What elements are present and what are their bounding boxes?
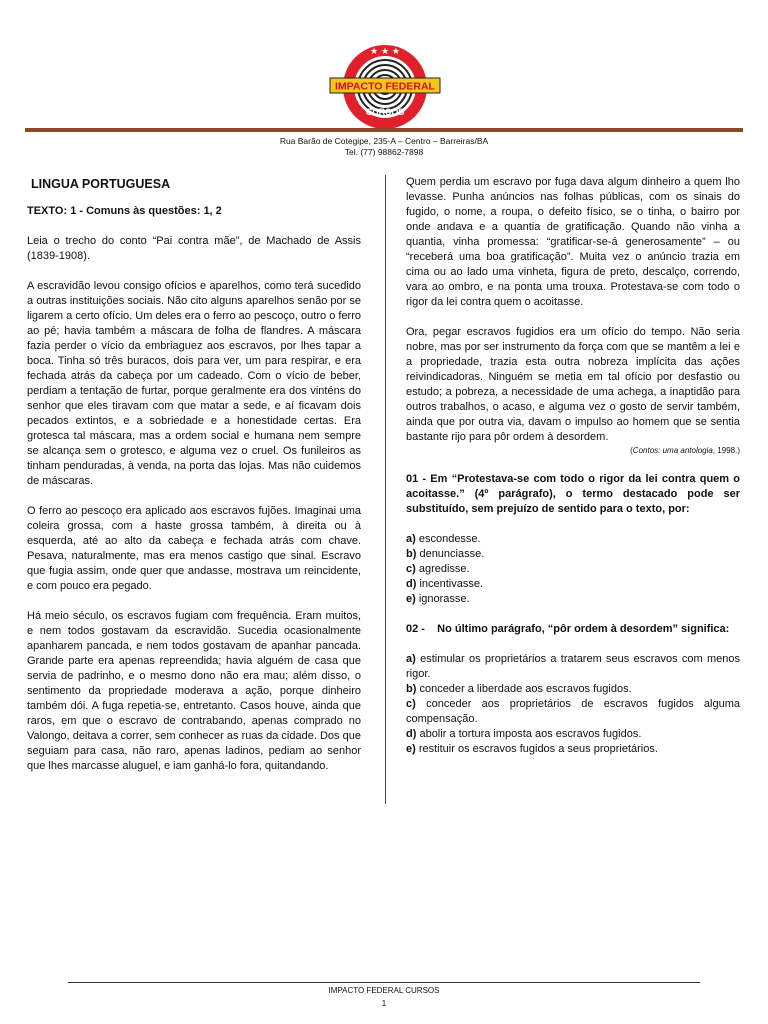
story-paragraph-1: A escravidão levou consigo ofícios e aparelhos, como terá sucedido a outras instituições sociais. Não cito alguns aparelhos senão por se ligarem a certo ofício. Um deles era o ferro ao pescoço, outro o ferro ao pé; havia também a máscara de folha de flandres. A máscara fazia perder o vício da embriaguez aos escravos, por lhes tapar a boca. Tinha só três buracos, dois para ver, um para respirar, e era fechada atrás da cabeça por um cadeado. Com o vício de beber, perdiam a tentação de furtar, porque geralmente era dos vinténs do senhor que eles tiravam com que matar a sede, e aí ficavam dois pecados extintos, e a sobriedade e a honestidade certas. Era grotesca tal máscara, mas a ordem social e humana nem sempre se alcança sem o grotesco, e alguma vez o cruel. Os funileiros as tinham penduradas, à venda, na porta das lojas. Mas não cuidemos de máscaras. <box>27 280 361 487</box>
question-2-option-b: b) conceder a liberdade aos escravos fugidos. <box>406 683 632 695</box>
footer-text: IMPACTO FEDERAL CURSOS <box>328 986 440 995</box>
question-1-option-b: b) denunciasse. <box>406 548 485 560</box>
impacto-federal-logo <box>328 42 442 132</box>
question-2-option-c: c) conceder aos proprietários de escravos fugidos alguma compensação. <box>406 698 740 725</box>
left-column <box>27 175 361 774</box>
subject-heading: LINGUA PORTUGUESA <box>31 177 171 191</box>
question-2-stem: 02 - No último parágrafo, “pôr ordem à desordem” significa: <box>406 623 730 635</box>
story-paragraph-3: Há meio século, os escravos fugiam com frequência. Eram muitos, e nem todos gostavam da escravidão. Sucedia ocasionalmente apanharem pancada, e nem todos gostavam de apanhar pancada. Grande parte era apenas repreendida; havia alguém de casa que servia de padrinho, e o mesmo dono não era mau; além disso, o sentimento da propriedade moderava a ação, porque dinheiro também dói. A fuga repetia-se, entretanto. Casos houve, ainda que raros, em que o escravo de contrabando, apenas comprado no Valongo, deitava a correr, sem conhecer as ruas da cidade. Dos que seguiam para casa, não raro, apenas ladinos, pediam ao senhor que lhes marcasse aluguel, e iam ganhá-lo fora, quitandando. <box>27 610 361 772</box>
address-line: Rua Barão de Cotegipe, 235-A – Centro – Barreiras/BA <box>279 136 489 146</box>
story-paragraph-5: Ora, pegar escravos fugidios era um ofício do tempo. Não seria nobre, mas por ser instrumento da força com que se mantêm a lei e a propriedade, trazia esta outra nobreza implícita das ações reivindicadoras. Ninguém se metia em tal ofício por desfastio ou estudo; a pobreza, a necessidade de uma achega, a inaptidão para outros trabalhos, o acaso, e alguma vez o gosto de servir também, ainda que por outra via, davam o impulso ao homem que se sentia bastante rijo para pôr ordem à desordem. <box>406 326 740 443</box>
header-rule <box>25 128 743 132</box>
phone-line: Tel. (77) 98862-7898 <box>344 147 424 157</box>
citation-year: , 1998. <box>712 446 738 455</box>
column-divider <box>385 175 386 804</box>
svg-text:★ ★ ★: ★ ★ ★ <box>370 47 400 57</box>
story-paragraph-4: Quem perdia um escravo por fuga dava algum dinheiro a quem lho levasse. Punha anúncios nas folhas públicas, com os sinais do fugido, o nome, a roupa, o defeito físico, se o tinha, o bairro por onde andava e a quantia de gratificação. Quando não vinha a quantia, vinha promessa: “gratificar-se-á generosamente” – ou “receberá uma boa gratificação”. Muita vez o anúncio trazia em cima ou ao lado uma vinheta, figura de preto, descalço, correndo, vara ao ombro, e na ponta uma trouxa. Protestava-se com todo o rigor da lei contra quem o acoitasse. <box>406 176 740 308</box>
intro-paragraph: Leia o trecho do conto “Pai contra mãe”, de Machado de Assis (1839-1908). <box>27 235 361 262</box>
question-1-option-d: d) incentivasse. <box>406 578 484 590</box>
question-1-option-a: a) escondesse. <box>406 533 481 545</box>
logo-text-sub: CURSOS <box>365 107 405 117</box>
footer-rule <box>68 982 700 983</box>
text-reference: TEXTO: 1 - Comuns às questões: 1, 2 <box>27 205 222 217</box>
question-2-option-a: a) estimular os proprietários a tratarem seus escravos com menos rigor. <box>406 653 741 680</box>
question-1-option-e: e) ignorasse. <box>406 593 470 605</box>
question-1-stem: 01 - Em “Protestava-se com todo o rigor da lei contra quem o acoitasse.” (4º parágrafo), o termo destacado pode ser substituído, sem prejuízo de sentido para o texto, por: <box>406 473 740 515</box>
logo-text-main: IMPACTO FEDERAL <box>335 80 435 93</box>
story-paragraph-2: O ferro ao pescoço era aplicado aos escravos fujões. Imaginai uma coleira grossa, com a haste grossa também, à direita ou à esquerda, até ao alto da cabeça e fechada atrás com chave. Pesava, naturalmente, mas era menos castigo que sinal. Escravo que fugia assim, onde quer que andasse, mostrava um reincidente, e com pouco era pegado. <box>27 505 361 592</box>
citation: (Contos: uma antologia, 1998.) <box>630 446 740 455</box>
right-column <box>406 175 740 757</box>
question-2-option-e: e) restituir os escravos fugidos a seus proprietários. <box>406 743 658 755</box>
question-2-option-d: d) abolir a tortura imposta aos escravos fugidos. <box>406 728 642 740</box>
citation-title: Contos: uma antologia <box>632 446 713 455</box>
question-1-option-c: c) agredisse. <box>406 563 470 575</box>
page-number: 1 <box>381 999 387 1008</box>
